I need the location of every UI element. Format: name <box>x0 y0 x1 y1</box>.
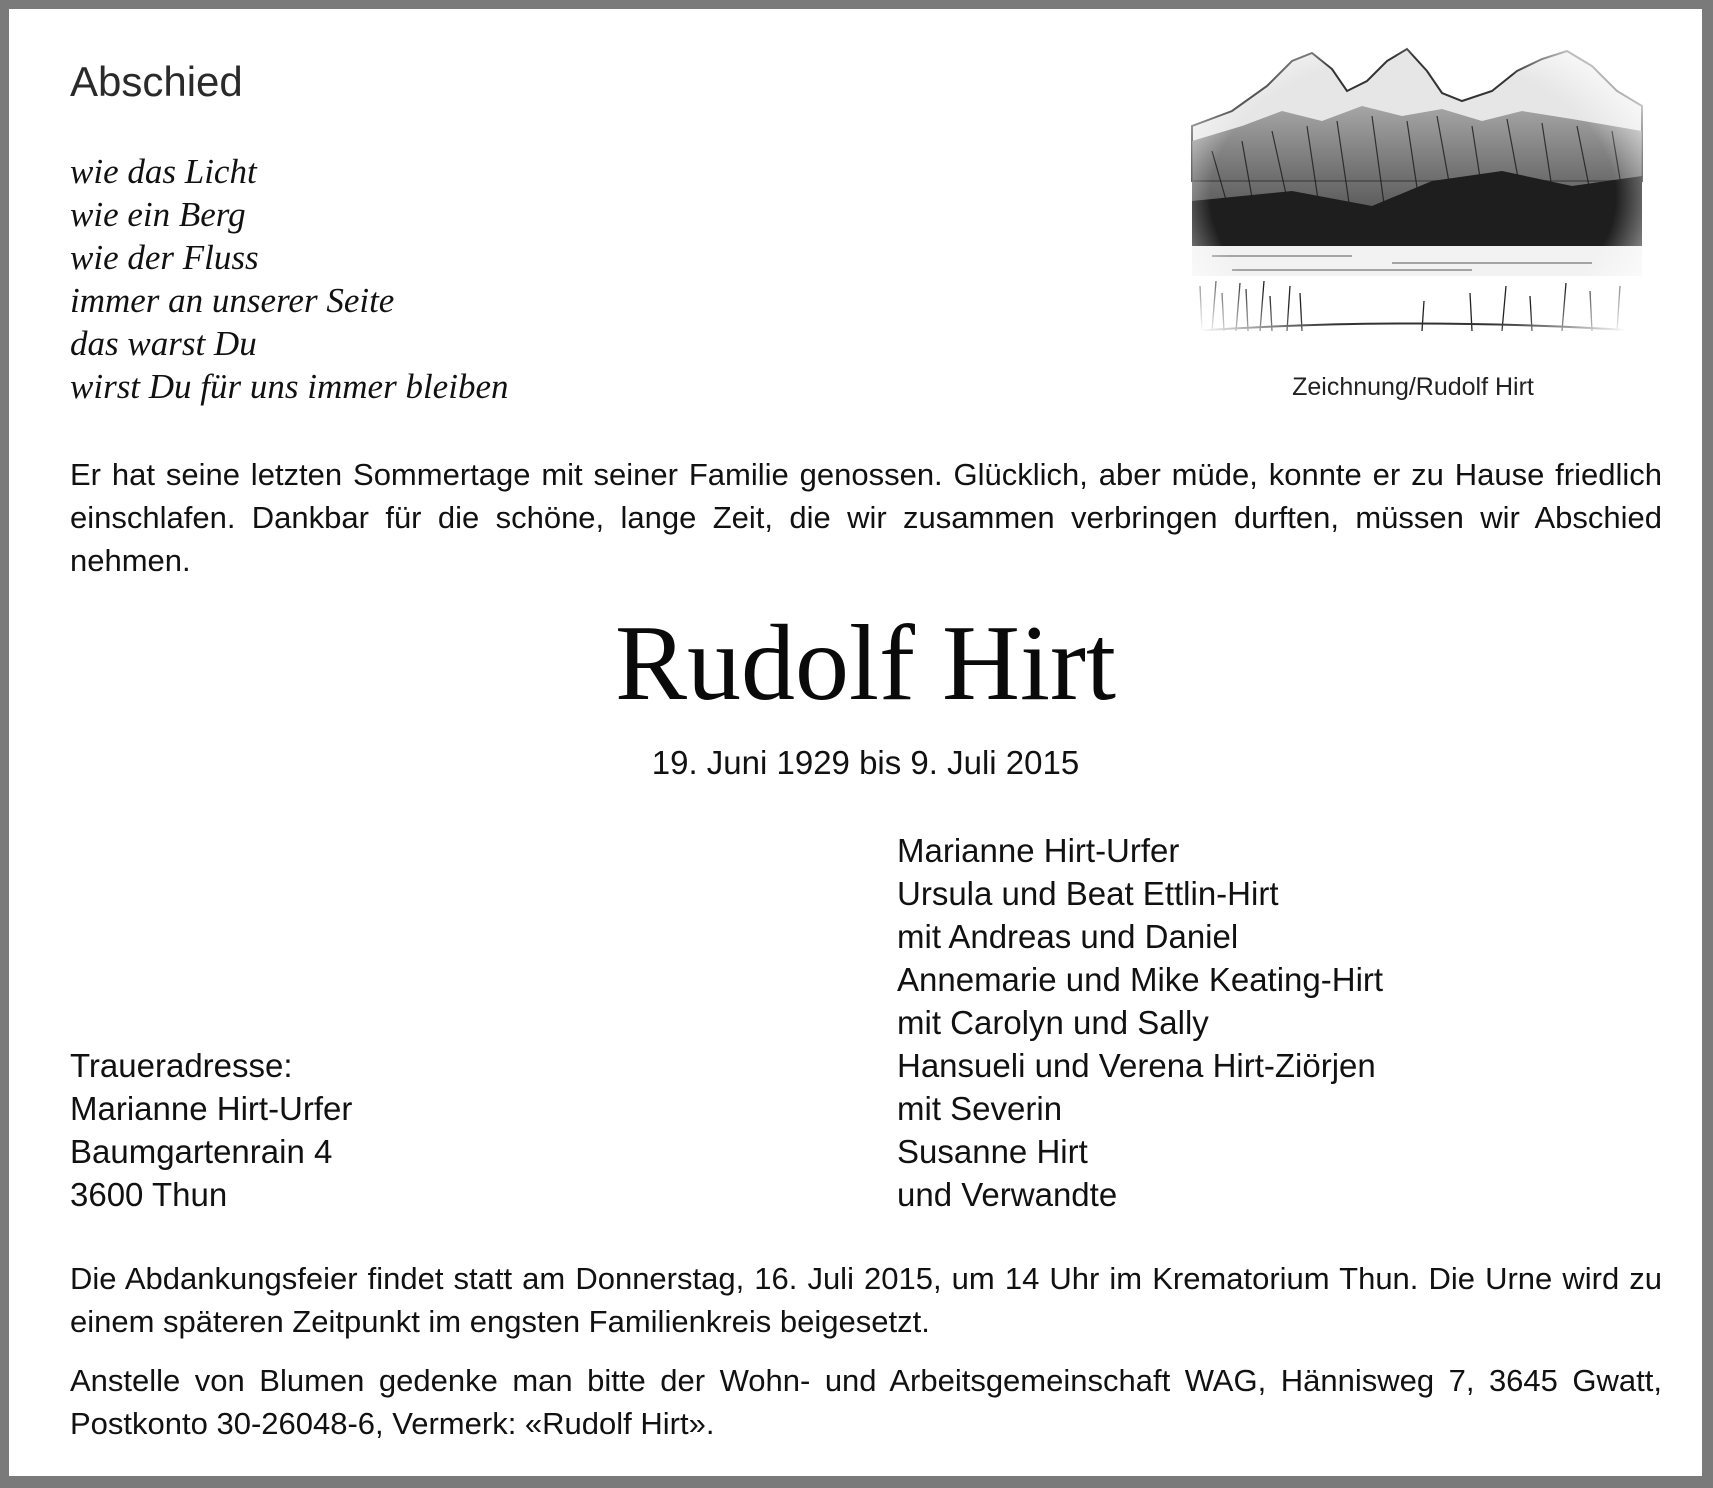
address-line: Baumgartenrain 4 <box>70 1133 333 1170</box>
mourner-line: Susanne Hirt <box>897 1133 1088 1170</box>
poem-line: wie der Fluss <box>70 238 259 277</box>
life-dates: 19. Juni 1929 bis 9. Juli 2015 <box>651 744 1080 781</box>
poem-line: das warst Du <box>70 324 257 363</box>
service-paragraph: Die Abdankungsfeier findet statt am Donnerstag, 16. Juli 2015, um 14 Uhr im Krematorium Thun. Die Urne wird zu einem späteren Zeitpunkt im engsten Familienkreis beigesetzt. <box>70 1261 1662 1339</box>
poem-line: wie das Licht <box>70 152 257 191</box>
poem-line: wirst Du für uns immer bleiben <box>70 367 509 406</box>
mourner-line: Marianne Hirt-Urfer <box>897 832 1180 869</box>
drawing-caption: Zeichnung/Rudolf Hirt <box>1292 373 1534 401</box>
mourner-line: mit Andreas und Daniel <box>897 918 1239 955</box>
mourner-line: Annemarie und Mike Keating-Hirt <box>897 961 1384 998</box>
mourner-line: mit Carolyn und Sally <box>897 1004 1209 1041</box>
donation-paragraph: Anstelle von Blumen gedenke man bitte der Wohn- und Arbeitsgemeinschaft WAG, Hännisweg 7, 3645 Gwatt, Postkonto 30-26048-6, Vermerk: «Rudolf Hirt». <box>70 1363 1662 1441</box>
mourner-line: mit Severin <box>897 1090 1063 1127</box>
deceased-name: Rudolf Hirt <box>615 604 1116 723</box>
address-line: Marianne Hirt-Urfer <box>70 1090 353 1127</box>
poem-line: immer an unserer Seite <box>70 281 395 320</box>
mourner-line: Ursula und Beat Ettlin-Hirt <box>897 875 1279 912</box>
heading: Abschied <box>70 58 243 105</box>
mourner-line: und Verwandte <box>897 1176 1118 1213</box>
address-line: 3600 Thun <box>70 1176 228 1213</box>
poem <box>70 150 508 408</box>
mountain-drawing <box>1172 31 1654 361</box>
mourners-list <box>897 829 1383 1216</box>
mourning-address <box>70 1044 352 1216</box>
intro-paragraph: Er hat seine letzten Sommertage mit seiner Familie genossen. Glücklich, aber müde, konnte er zu Hause friedlich einschlafen. Dankbar für die schöne, lange Zeit, die wir zusammen verbringen durften, müssen wir Abschied nehmen. <box>70 457 1662 578</box>
mourner-line: Hansueli und Verena Hirt-Ziörjen <box>897 1047 1376 1084</box>
poem-line: wie ein Berg <box>70 195 246 234</box>
address-label: Traueradresse: <box>70 1047 293 1084</box>
